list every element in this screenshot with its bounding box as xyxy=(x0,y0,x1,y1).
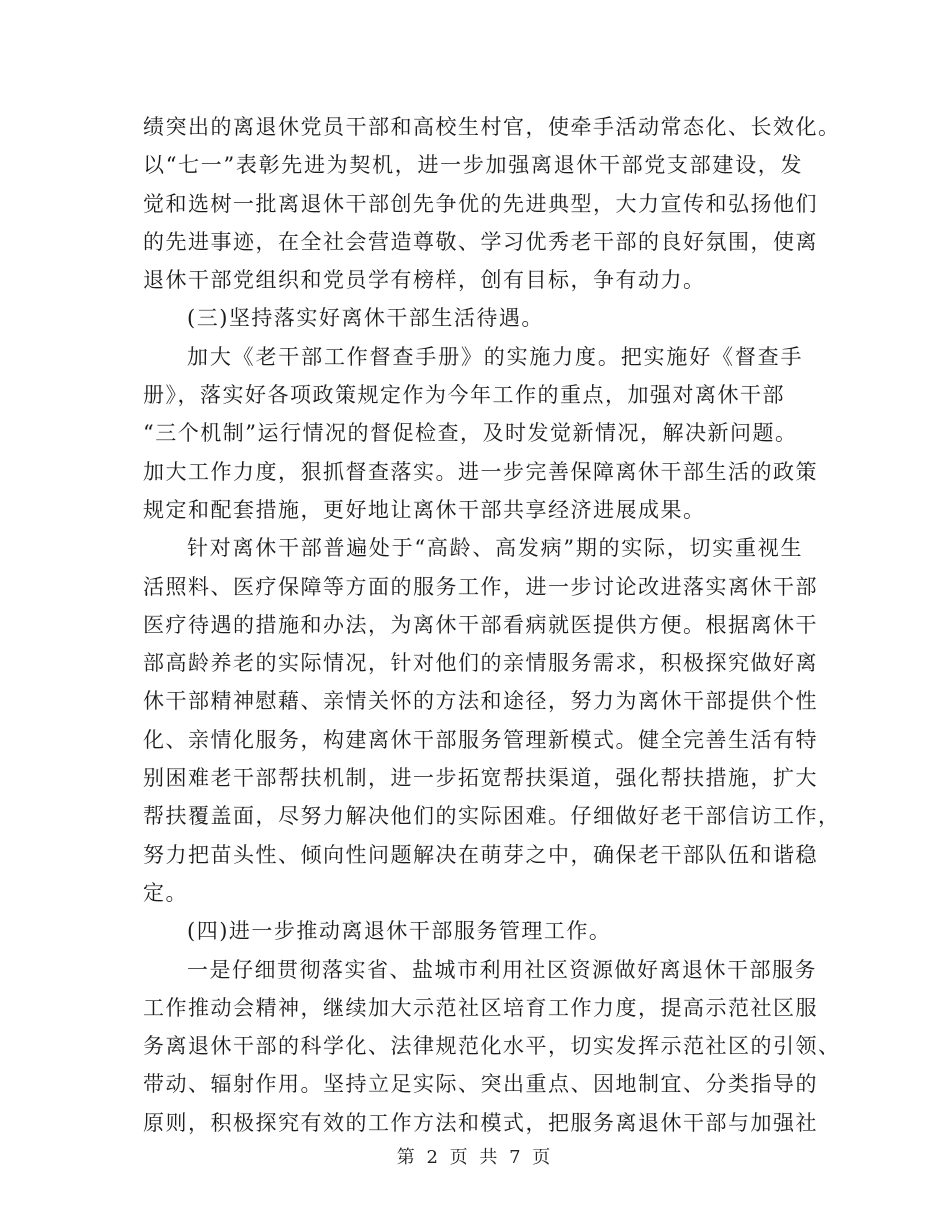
text-line: 加大工作力度，狠抓督查落实。进一步完善保障离休干部生活的政策 xyxy=(143,459,818,484)
text-line: 册》，落实好各项政策规定作为今年工作的重点，加强对离休干部 xyxy=(143,383,785,408)
text-line: 部高龄养老的实际情况，针对他们的亲情服务需求，积极探究做好离 xyxy=(143,651,818,676)
text-line: “三个机制”运行情况的督促检查，及时发觉新情况，解决新问题。 xyxy=(143,421,798,446)
text-line: 带动、辐射作用。坚持立足实际、突出重点、因地制宜、分类指导的 xyxy=(143,1072,818,1097)
text-line: 化、亲情化服务，构建离休干部服务管理新模式。健全完善生活有特 xyxy=(143,727,818,752)
text-line: 觉和选树一批离退休干部创先争优的先进典型，大力宣传和弘扬他们 xyxy=(143,191,818,216)
text-line: 务离退休干部的科学化、法律规范化水平，切实发挥示范社区的引领、 xyxy=(143,1034,841,1059)
text-line: 退休干部党组织和党员学有榜样，创有目标，争有动力。 xyxy=(143,268,706,293)
text-line: 定。 xyxy=(143,880,188,905)
text-line: 努力把苗头性、倾向性问题解决在萌芽之中，确保老干部队伍和谐稳 xyxy=(143,842,818,867)
text-line: 帮扶覆盖面，尽努力解决他们的实际困难。仔细做好老干部信访工作， xyxy=(143,804,841,829)
page-footer: 第 2 页 共 7 页 xyxy=(396,1147,554,1168)
text-line: 休干部精神慰藉、亲情关怀的方法和途径，努力为离休干部提供个性 xyxy=(143,689,818,714)
text-line: 加大《老干部工作督查手册》的实施力度。把实施好《督查手 xyxy=(187,344,803,369)
text-line: (三)坚持落实好离休干部生活待遇。 xyxy=(187,306,544,331)
document-body xyxy=(143,108,841,1142)
text-line: 原则，积极探究有效的工作方法和模式，把服务离退休干部与加强社 xyxy=(143,1110,818,1135)
text-line: 规定和配套措施，更好地让离休干部共享经济进展成果。 xyxy=(143,497,706,522)
text-line: (四)进一步推动离退休干部服务管理工作。 xyxy=(187,919,612,944)
text-line: 的先进事迹，在全社会营造尊敬、学习优秀老干部的良好氛围，使离 xyxy=(143,229,818,254)
text-line: 针对离休干部普遍处于“高龄、高发病”期的实际，切实重视生 xyxy=(187,536,803,561)
text-line: 一是仔细贯彻落实省、盐城市利用社区资源做好离退休干部服务 xyxy=(187,957,817,982)
text-line: 绩突出的离退休党员干部和高校生村官，使牵手活动常态化、长效化。 xyxy=(143,115,841,139)
text-line: 以“七一”表彰先进为契机，进一步加强离退休干部党支部建设，发 xyxy=(143,153,803,178)
text-line: 医疗待遇的措施和办法，为离休干部看病就医提供方便。根据离休干 xyxy=(143,612,818,637)
text-line: 工作推动会精神，继续加大示范社区培育工作力度，提高示范社区服 xyxy=(143,995,818,1020)
text-line: 活照料、医疗保障等方面的服务工作，进一步讨论改进落实离休干部 xyxy=(143,574,818,599)
text-line: 别困难老干部帮扶机制，进一步拓宽帮扶渠道，强化帮扶措施，扩大 xyxy=(143,766,818,791)
